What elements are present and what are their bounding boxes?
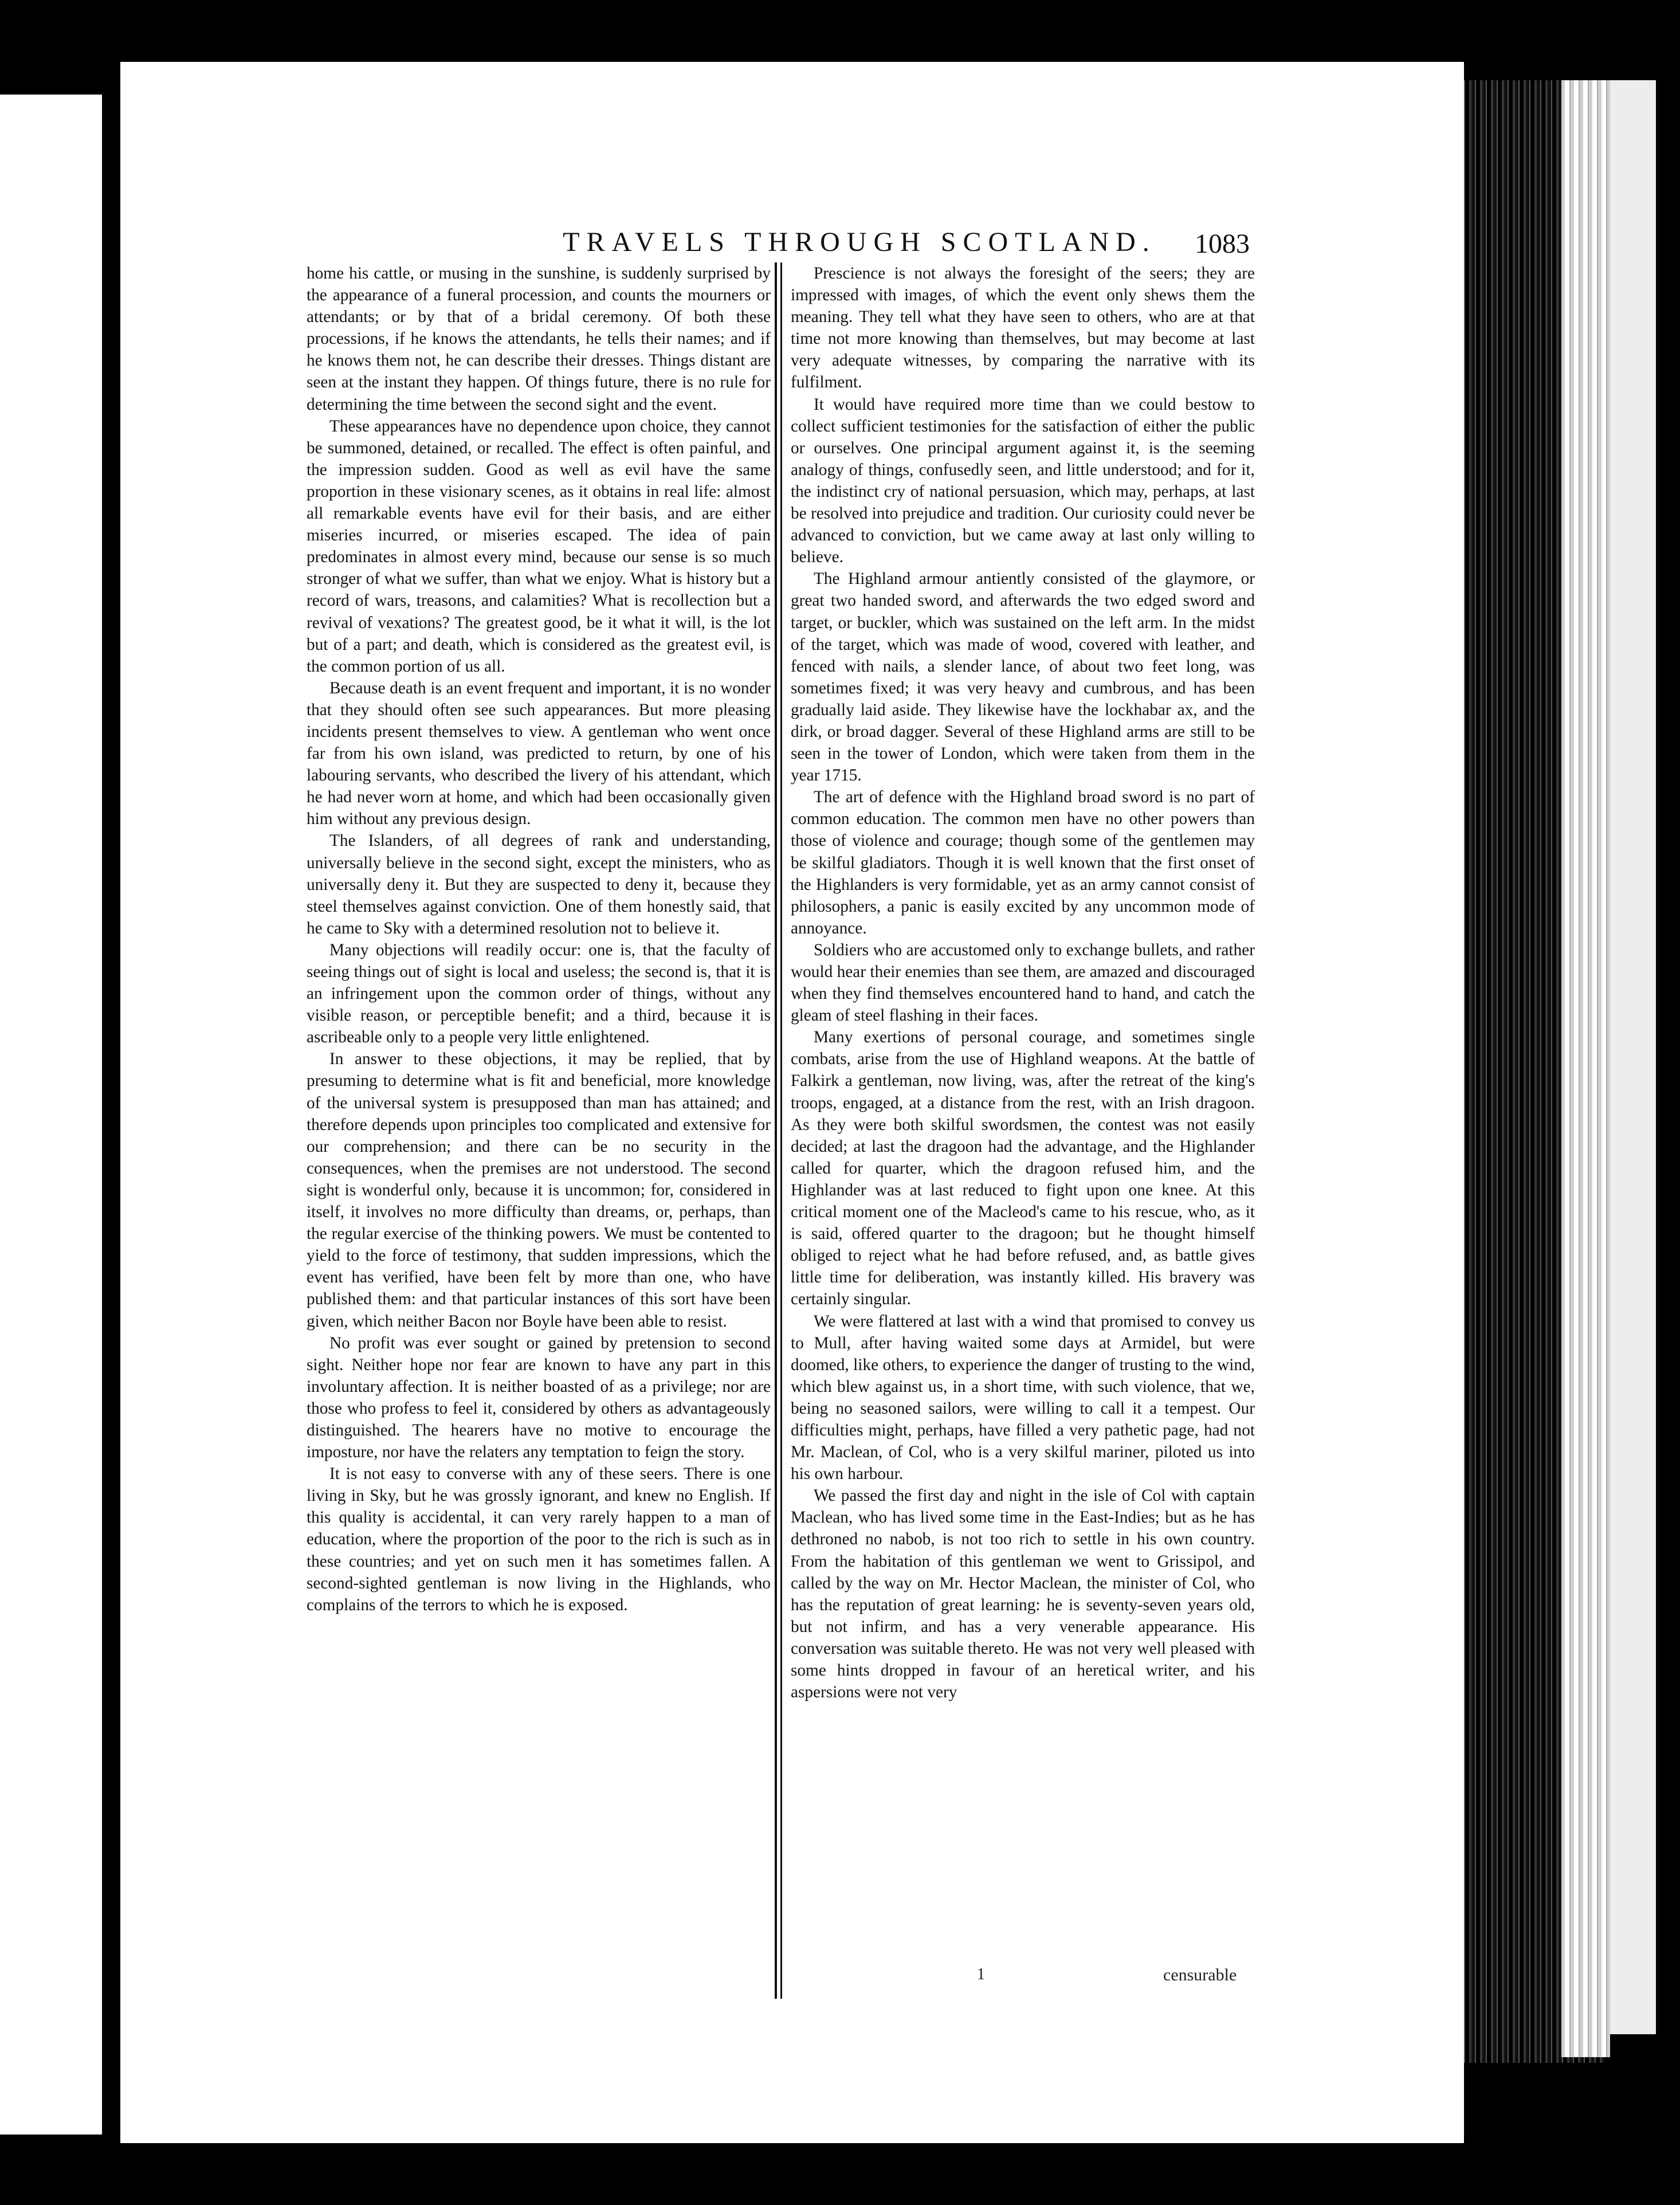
column-rule: [780, 262, 782, 1999]
paragraph: Many objections will readily occur: one is, that the faculty of seeing things out of sight is local and useless; the second is, that it is an infringement upon the common order of things, without any visible reason, or perceptible benefit; and a third, because it is ascribeable only to a people very little enlightened.: [307, 940, 771, 1047]
column-rule: [775, 262, 777, 1999]
page-edge-light: [1561, 80, 1610, 2057]
paragraph: Prescience is not always the foresight of the seers; they are impressed with images, of which the event only shews them the meaning. They tell what they have seen to others, who are at that time not more knowing than themselves, but may become at last very adequate witnesses, by comparing the narrative with its fulfilment.: [791, 264, 1255, 392]
right-text-column: [791, 262, 1255, 1703]
paragraph: Because death is an event frequent and important, it is no wonder that they should often see such appearances. But more pleasing incidents present themselves to view. A gentleman who went once far from his own island, was predicted to return, by one of his labouring servants, who described the livery of his attendant, which he had never worn at home, and which had been occasionally given him without any previous design.: [307, 678, 771, 829]
paragraph: These appearances have no dependence upon choice, they cannot be summoned, detained, or recalled. The effect is often painful, and the impression sudden. Good as well as evil have the same proportion in these visionary scenes, as it obtains in real life: almost all remarkable events have evil for their basis, and are either miseries incurred, or miseries escaped. The idea of pain predominates in almost every mind, because our sense is so much stronger of what we suffer, than what we enjoy. What is history but a record of wars, treasons, and calamities? What is recollection but a revival of vexations? The greatest good, be it what it will, is the lot but of a part; and death, which is considered as the greatest evil, is the common portion of us all.: [307, 417, 771, 676]
paragraph: We passed the first day and night in the isle of Col with captain Maclean, who has lived some time in the East-Indies; but as he has dethroned no nabob, is not too rich to settle in his own country. From the habitation of this gentleman we went to Grissipol, and called by the way on Mr. Hector Maclean, the minister of Col, who has the reputation of great learning: he is seventy-seven years old, but not infirm, and has a very venerable appearance. His conversation was suitable thereto. He was not very well pleased with some hints dropped in favour of an heretical writer, and his aspersions were not very: [791, 1486, 1255, 1702]
paragraph: We were flattered at last with a wind that promised to convey us to Mull, after having waited some days at Armidel, but were doomed, like others, to experience the danger of trusting to the wind, which blew against us, in a short time, with such violence, that we, being no seasoned sailors, were willing to call it a tempest. Our difficulties might, perhaps, have filled a very pathetic page, had not Mr. Maclean, of Col, who is a very skilful mariner, piloted us into his own harbour.: [791, 1312, 1255, 1484]
paragraph: The Highland armour antiently consisted of the glaymore, or great two handed sword, and afterwards the two edged sword and target, or buckler, which was sustained on the left arm. In the midst of the target, which was made of wood, covered with leather, and fenced with nails, a slender lance, of about two feet long, was sometimes fixed; it was very heavy and cumbrous, and has been gradually laid aside. They likewise have the lockhabar ax, and the dirk, or broad dagger. Several of these Highland arms are still to be seen in the tower of London, which were taken from them in the year 1715.: [791, 570, 1255, 785]
paragraph: In answer to these objections, it may be replied, that by presuming to determine what is fit and beneficial, more knowledge of the universal system is presupposed than man has attained; and therefore depends upon principles too complicated and extensive for our comprehension; and there can be no security in the consequences, when the premises are not understood. The second sight is wonderful only, because it is uncommon; for, considered in itself, it involves no more difficulty than dreams, or, perhaps, than the regular exercise of the thinking powers. We must be contented to yield to the force of testimony, that sudden impressions, which the event has verified, have been felt by more than one, who have published them: and that particular instances of this sort have been given, which neither Bacon nor Boyle have been able to resist.: [307, 1050, 771, 1331]
paragraph: home his cattle, or musing in the sunshine, is suddenly surprised by the appearance of a funeral procession, and counts the mourners or attendants; or by that of a bridal ceremony. Of both these processions, if he knows the attendants, he tells their names; and if he knows them not, he can describe their dresses. Things distant are seen at the instant they happen. Of things future, there is no rule for determining the time between the second sight and the event.: [307, 264, 771, 414]
facing-page-edge: [0, 95, 102, 2135]
left-text-column: [307, 262, 771, 1616]
paragraph: It is not easy to converse with any of these seers. There is one living in Sky, but he was grossly ignorant, and knew no English. If this quality is accidental, it can very rarely happen to a man of education, where the proportion of the poor to the rich is such as in these countries; and yet on such men it has sometimes fallen. A second-sighted gentleman is now living in the Highlands, who complains of the terrors to which he is exposed.: [307, 1465, 771, 1614]
running-title: TRAVELS THROUGH SCOTLAND.: [563, 227, 1156, 257]
paragraph: The art of defence with the Highland broad sword is no part of common education. The common men have no other powers than those of violence and courage; though some of the gentlemen may be skilful gladiators. Though it is well known that the first onset of the Highlanders is very formidable, yet as an army cannot consist of philosophers, a panic is easily excited by any uncommon mode of annoyance.: [791, 788, 1255, 937]
page-number: 1083: [1195, 229, 1250, 259]
signature-mark: 1: [977, 1965, 985, 1983]
paragraph: The Islanders, of all degrees of rank and understanding, universally believe in the second sight, except the ministers, who as universally deny it. But they are suspected to deny it, because they steel themselves against conviction. One of them honestly said, that he came to Sky with a determined resolution not to believe it.: [307, 831, 771, 937]
paragraph: It would have required more time than we could bestow to collect sufficient testimonies for the satisfaction of either the public or ourselves. One principal argument against it, is the seeming analogy of things, confusedly seen, and little understood; and for it, the indistinct cry of national persuasion, which may, perhaps, at last be resolved into prejudice and tradition. Our curiosity could never be advanced to conviction, but we came away at last only willing to believe.: [791, 395, 1255, 567]
book-gutter: [102, 95, 120, 2135]
page-edge-margin: [1610, 80, 1656, 2034]
paragraph: Soldiers who are accustomed only to exchange bullets, and rather would hear their enemies than see them, are amazed and discouraged when they find themselves encountered hand to hand, and catch the gleam of steel flashing in their faces.: [791, 940, 1255, 1025]
catchword: censurable: [1163, 1965, 1237, 1984]
paragraph: Many exertions of personal courage, and sometimes single combats, arise from the use of Highland weapons. At the battle of Falkirk a gentleman, now living, was, after the retreat of the king's troops, engaged, at a distance from the rest, with an Irish dragoon. As they were both skilful swordsmen, the contest was not easily decided; at last the dragoon had the advantage, and the Highlander called for quarter, which the dragoon refused him, and the Highlander was at last reduced to fight upon one knee. At this critical moment one of the Macleod's came to his rescue, who, as it is said, offered quarter to the dragoon; but he thought himself obliged to reject what he had before refused, and, as battle gives little time for deliberation, was instantly killed. His bravery was certainly singular.: [791, 1028, 1255, 1309]
paragraph: No profit was ever sought or gained by pretension to second sight. Neither hope nor fear are known to have any part in this involuntary affection. It is neither boasted of as a privilege; nor are those who profess to feel it, considered by others as advantageously distinguished. The hearers have no motive to encourage the imposture, nor have the relaters any temptation to feign the story.: [307, 1333, 771, 1462]
